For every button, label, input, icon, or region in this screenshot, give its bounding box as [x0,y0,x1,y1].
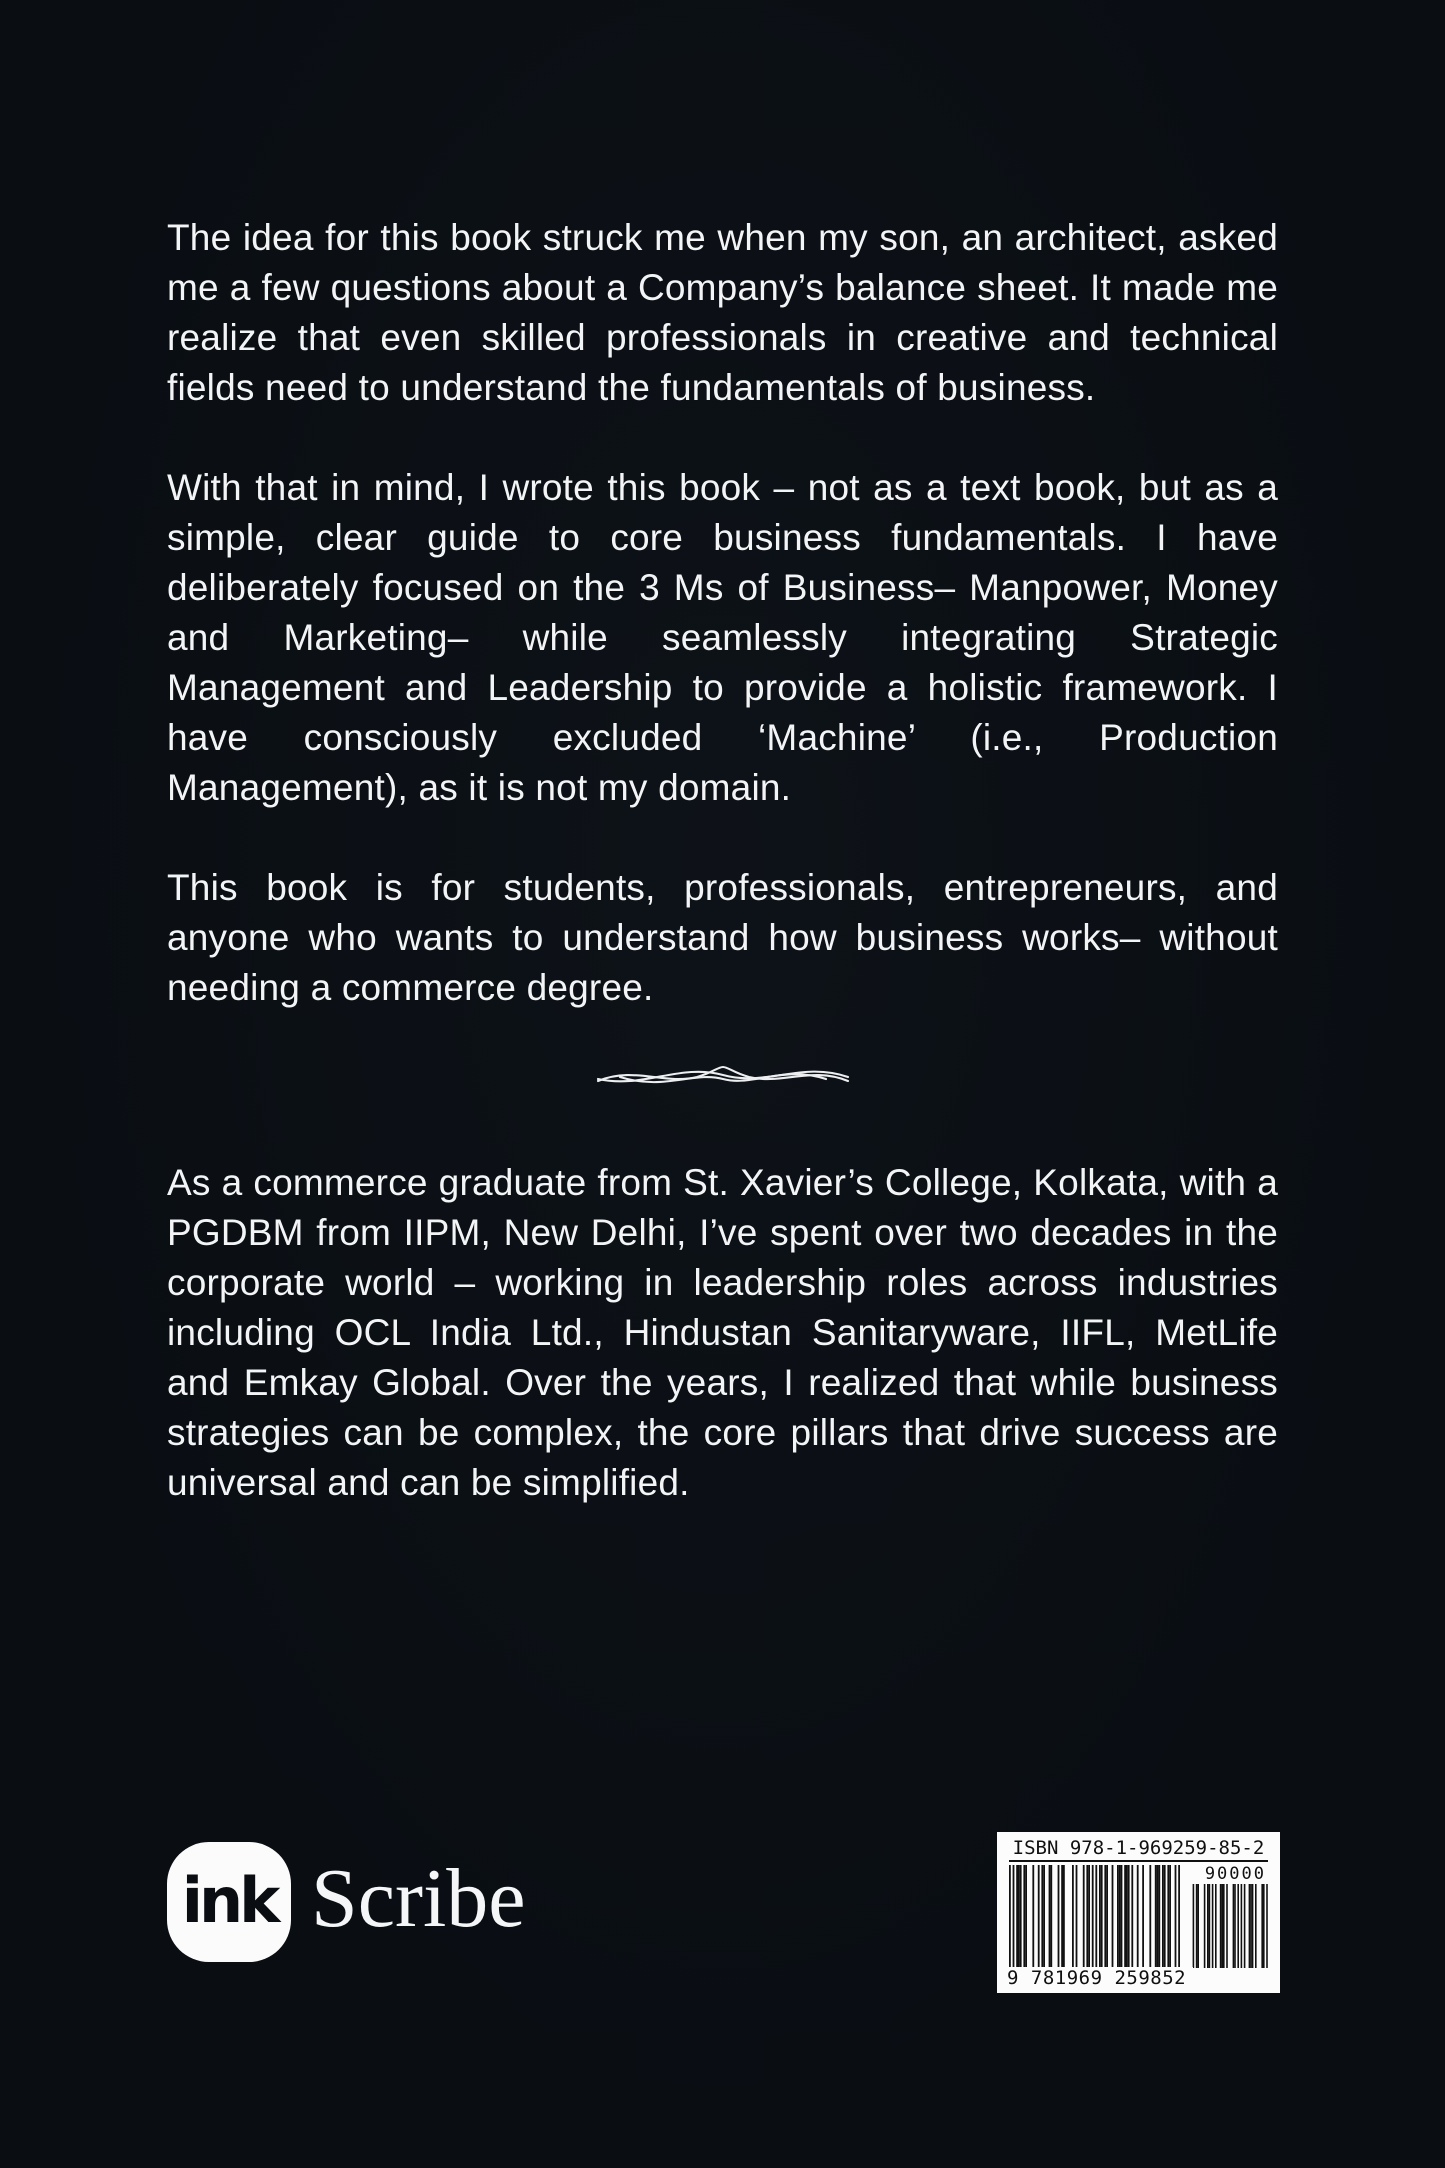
back-cover-text [167,213,1278,1508]
ink-badge-text: ink [181,1863,277,1937]
publisher-logo [167,1841,526,1963]
synopsis-paragraph-1: The idea for this book struck me when my son, an architect, asked me a few questions about a Company’s balance sheet. It made me realize that even skilled professionals in creative and technical fields need to understand the fundamentals of business. [167,217,1278,408]
ean13-barcode-icon [1009,1865,1180,1982]
isbn-number: ISBN 978-1-969259-85-2 [1009,1837,1268,1862]
price-code: 90000 [1204,1864,1266,1884]
barcode-bars-row [1009,1865,1268,1982]
synopsis-paragraph-3: This book is for students, professionals, entrepreneurs, and anyone who wants to understand how business works– without needing a commerce degree. [167,867,1278,1008]
ean5-addon-barcode-icon [1191,1884,1268,1968]
barcode-digits: 9 781969 259852 [1007,1967,1193,1989]
author-bio-paragraph: As a commerce graduate from St. Xavier’s College, Kolkata, with a PGDBM from IIPM, New Delhi, I’ve spent over two decades in the corporate world – working in leadership roles across industries including OCL India Ltd., Hindustan Sanitaryware, IIFL, MetLife and Emkay Global. Over the years, I realized that while business strategies can be complex, the core pillars that drive success are universal and can be simplified. [167,1162,1278,1503]
publisher-name: Scribe [311,1851,526,1945]
synopsis-paragraph-2: With that in mind, I wrote this book – not as a text book, but as a simple, clear guide to core business fundamentals. I have deliberately focused on the 3 Ms of Business– Manpower, Money and Marketing– while seamlessly integrating Strategic Management and Leadership to provide a holistic framework. I have consciously excluded ‘Machine’ (i.e., Production Management), as it is not my domain. [167,467,1278,808]
ink-badge-icon [167,1842,291,1962]
isbn-barcode-block [997,1832,1280,1993]
barcode-addon-column [1188,1865,1268,1982]
flourish-divider-icon [592,1058,854,1096]
